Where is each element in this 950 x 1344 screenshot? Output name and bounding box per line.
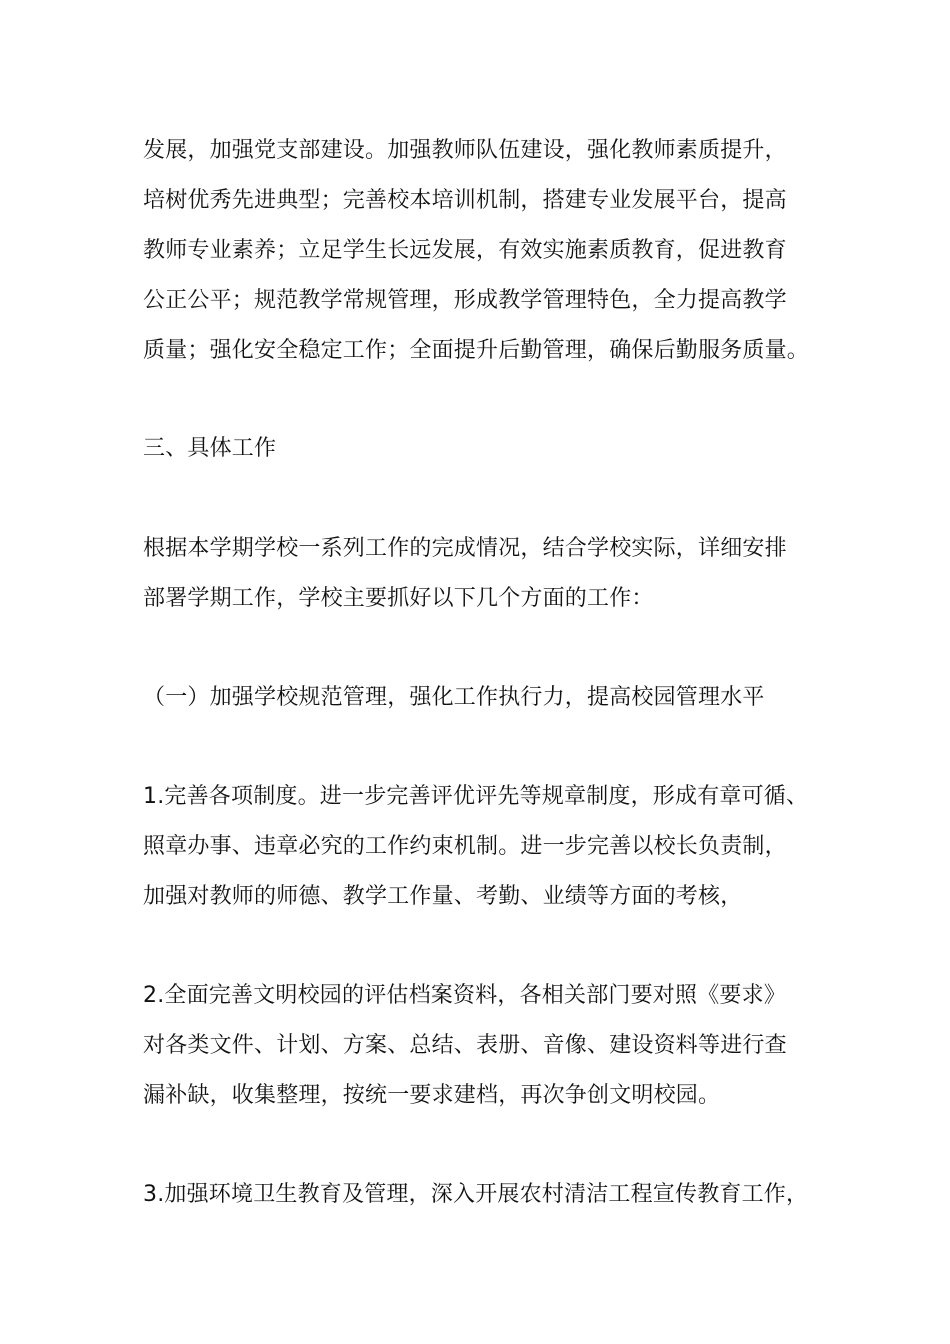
text-line: 质量；强化安全稳定工作；全面提升后勤管理，确保后勤服务质量。 bbox=[143, 338, 810, 363]
paragraph-section-intro bbox=[143, 524, 843, 624]
text-line: 培树优秀先进典型；完善校本培训机制，搭建专业发展平台，提高 bbox=[143, 188, 787, 213]
text-line: 加强对教师的师德、教学工作量、考勤、业绩等方面的考核， bbox=[143, 884, 743, 909]
section-heading-text: 三、具体工作 bbox=[143, 436, 277, 461]
list-item-2 bbox=[143, 971, 843, 1121]
text-line: 对各类文件、计划、方案、总结、表册、音像、建设资料等进行查 bbox=[143, 1033, 787, 1058]
list-item-3 bbox=[143, 1170, 843, 1220]
text-line: 发展，加强党支部建设。加强教师队伍建设，强化教师素质提升， bbox=[143, 138, 787, 163]
text-line: 2.全面完善文明校园的评估档案资料，各相关部门要对照《要求》 bbox=[143, 983, 786, 1008]
subsection-heading bbox=[143, 673, 843, 723]
text-line: 照章办事、违章必究的工作约束机制。进一步完善以校长负责制， bbox=[143, 834, 787, 859]
text-line: 部署学期工作，学校主要抓好以下几个方面的工作： bbox=[143, 586, 654, 611]
section-heading bbox=[143, 424, 843, 474]
text-line: 1.完善各项制度。进一步完善评优评先等规章制度，形成有章可循、 bbox=[143, 784, 809, 809]
text-line: 漏补缺，收集整理，按统一要求建档，再次争创文明校园。 bbox=[143, 1083, 721, 1108]
text-line: 根据本学期学校一系列工作的完成情况，结合学校实际，详细安排 bbox=[143, 536, 787, 561]
text-line: 3.加强环境卫生教育及管理，深入开展农村清洁工程宣传教育工作， bbox=[143, 1182, 809, 1207]
subsection-heading-text: （一）加强学校规范管理，强化工作执行力，提高校园管理水平 bbox=[143, 685, 765, 710]
text-line: 教师专业素养；立足学生长远发展，有效实施素质教育，促进教育 bbox=[143, 238, 787, 263]
text-line: 公正公平；规范教学常规管理，形成教学管理特色，全力提高教学 bbox=[143, 288, 787, 313]
list-item-1 bbox=[143, 772, 843, 922]
paragraph-intro-continuation bbox=[143, 126, 843, 376]
